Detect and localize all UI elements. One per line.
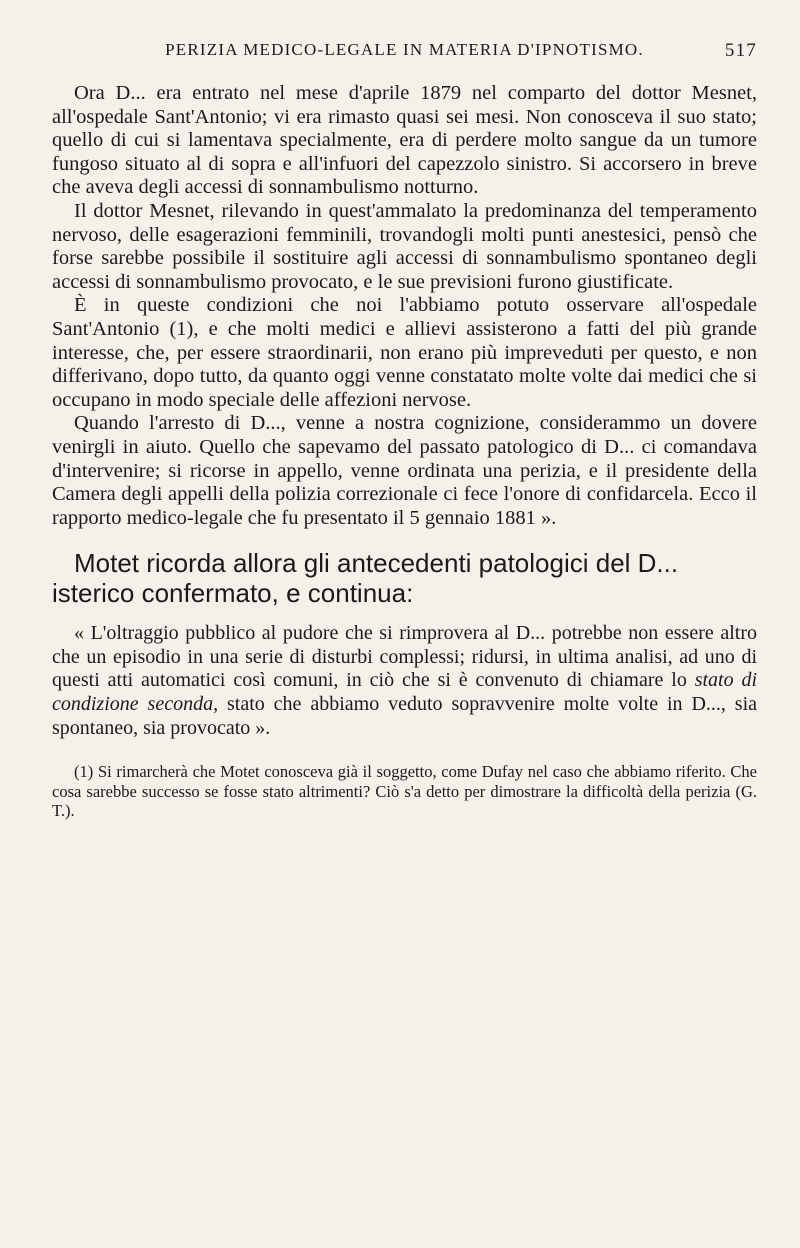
open-quote-mark: « bbox=[74, 622, 84, 645]
paragraph: Ora D... era entrato nel mese d'aprile 1879 nel comparto del dottor Mesnet, all'ospedale Sant'Antonio; vi era rimasto quasi sei mesi. Non conosceva il suo stato; quello di cui si lamentava specialmente, era di perdere molto sangue da un tumore fungoso situato al di sopra e all'infuori del capezzolo sinistro. Si accorsero in breve che aveva degli accessi di sonnambulismo notturno. bbox=[52, 82, 757, 199]
quote-text-end: stato che abbiamo veduto sopravvenire molte volte in D..., sia spontaneo, sia provocato ». bbox=[52, 693, 758, 739]
footnote-text: (1) Si rimarcherà che Motet conosceva già il soggetto, come Dufay nel caso che abbiamo riferito. Che cosa sarebbe successo se fosse stato altrimenti? Ciò s'a detto per dimostrare la difficoltà della perizia (G. T.). bbox=[52, 762, 757, 821]
book-page bbox=[52, 40, 757, 821]
quoted-report bbox=[52, 622, 757, 740]
quote-italic-phrase: stato di condizione seconda, bbox=[52, 669, 758, 716]
section-subheading: Motet ricorda allora gli antecedenti patologici del D... isterico confermato, e continua: bbox=[52, 548, 679, 609]
paragraph: È in queste condizioni che noi l'abbiamo potuto osservare all'ospedale Sant'Antonio (1), e che molti medici e allievi assisterono a fatti del più grande interesse, che, per essere straordinarii, non erano più impreveduti per questo, e non differivano, dopo tutto, da quanto oggi venne constatato molte volte dai medici che si occupano in modo speciale delle affezioni nervose. bbox=[52, 294, 757, 411]
running-header bbox=[52, 40, 757, 68]
running-title: PERIZIA MEDICO-LEGALE IN MATERIA D'IPNOTISMO. bbox=[165, 40, 644, 59]
paragraph: Quando l'arresto di D..., venne a nostra cognizione, considerammo un dovere venirgli in aiuto. Quello che sapevamo del passato patologico di D... ci comandava d'intervenire; si ricorse in appello, venne ordinata una perizia, e il presidente della Camera degli appelli della polizia correzionale ci fece l'onore di confidarcela. Ecco il rapporto medico-legale che fu presentato il 5 gennaio 1881 ». bbox=[52, 412, 757, 529]
quote-paragraph bbox=[52, 622, 757, 740]
quote-text: L'oltraggio pubblico al pudore che si rimprovera al D... potrebbe non essere altro che un episodio in una serie di disturbi complessi; ridursi, in ultima analisi, ad uno di questi atti automatici così comuni, in ciò che si è convenuto di chiamare lo bbox=[52, 622, 757, 692]
footnote bbox=[52, 762, 757, 821]
paragraph: Il dottor Mesnet, rilevando in quest'ammalato la predominanza del temperamento nervoso, delle esagerazioni femminili, trovandogli molti punti anestesici, pensò che forse sarebbe possibile il sostituire agli accessi di sonnambulismo spontaneo degli accessi di sonnambulismo provocato, e le sue previsioni furono giustificate. bbox=[52, 199, 757, 293]
page-number: 517 bbox=[724, 40, 757, 61]
main-text bbox=[52, 82, 757, 530]
